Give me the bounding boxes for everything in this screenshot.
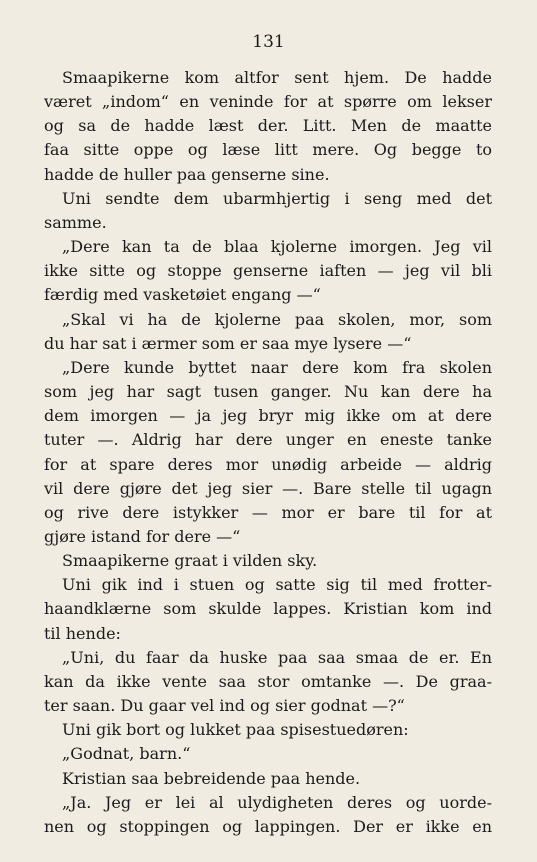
text-line: og sa de hadde læst der. Litt. Men de maatte bbox=[44, 116, 492, 136]
text-line: Kristian saa bebreidende paa hende. bbox=[62, 768, 361, 788]
text-line: været „indom“ en veninde for at spørre om lekser bbox=[44, 92, 492, 112]
text-line: gjøre istand for dere —“ bbox=[44, 526, 241, 546]
text-line: kan da ikke vente saa stor omtanke —. De graa- bbox=[44, 671, 492, 691]
text-line: faa sitte oppe og læse litt mere. Og begge to bbox=[44, 140, 492, 160]
text-line: ikke sitte og stoppe genserne iaften — jeg vil bli bbox=[44, 261, 492, 281]
text-line: hadde de huller paa genserne sine. bbox=[44, 164, 330, 184]
text-line: „Skal vi ha de kjolerne paa skolen, mor, som bbox=[62, 309, 492, 329]
text-line: Uni gik bort og lukket paa spisestuedøren: bbox=[62, 720, 409, 740]
text-line: nen og stoppingen og lappingen. Der er ikke en bbox=[44, 816, 492, 836]
text-line: Smaapikerne kom altfor sent hjem. De hadde bbox=[62, 68, 492, 87]
text-line: færdig med vasketøiet engang —“ bbox=[44, 285, 321, 305]
body-text bbox=[44, 66, 492, 839]
text-line: „Godnat, barn.“ bbox=[62, 744, 191, 764]
text-line: tuter —. Aldrig har dere unger en eneste tanke bbox=[44, 430, 492, 450]
page-number: 131 bbox=[252, 32, 285, 52]
text-line: „Uni, du faar da huske paa saa smaa de er. En bbox=[62, 647, 492, 667]
text-line: du har sat i ærmer som er saa mye lysere —“ bbox=[44, 333, 412, 353]
text-line: „Ja. Jeg er lei al ulydigheten deres og uorde- bbox=[62, 792, 492, 812]
text-line: dem imorgen — ja jeg bryr mig ikke om at dere bbox=[44, 406, 492, 426]
text-line: Smaapikerne graat i vilden sky. bbox=[62, 551, 318, 571]
text-line: Uni sendte dem ubarmhjertig i seng med det bbox=[62, 188, 492, 208]
text-line: „Dere kunde byttet naar dere kom fra skolen bbox=[62, 357, 492, 377]
text-line: „Dere kan ta de blaa kjolerne imorgen. Jeg vil bbox=[62, 237, 492, 257]
text-line: ter saan. Du gaar vel ind og sier godnat —?“ bbox=[44, 696, 405, 716]
text-line: vil dere gjøre det jeg sier —. Bare stelle til ugagn bbox=[44, 478, 492, 498]
text-line: samme. bbox=[44, 212, 107, 232]
text-line: haandklærne som skulde lappes. Kristian kom ind bbox=[44, 599, 492, 619]
text-line: som jeg har sagt tusen ganger. Nu kan dere ha bbox=[44, 382, 492, 402]
text-line: og rive dere istykker — mor er bare til for at bbox=[44, 502, 492, 522]
text-line: til hende: bbox=[44, 623, 121, 643]
text-line: for at spare deres mor unødig arbeide — aldrig bbox=[44, 454, 492, 474]
text-line: Uni gik ind i stuen og satte sig til med frotter- bbox=[62, 575, 492, 595]
